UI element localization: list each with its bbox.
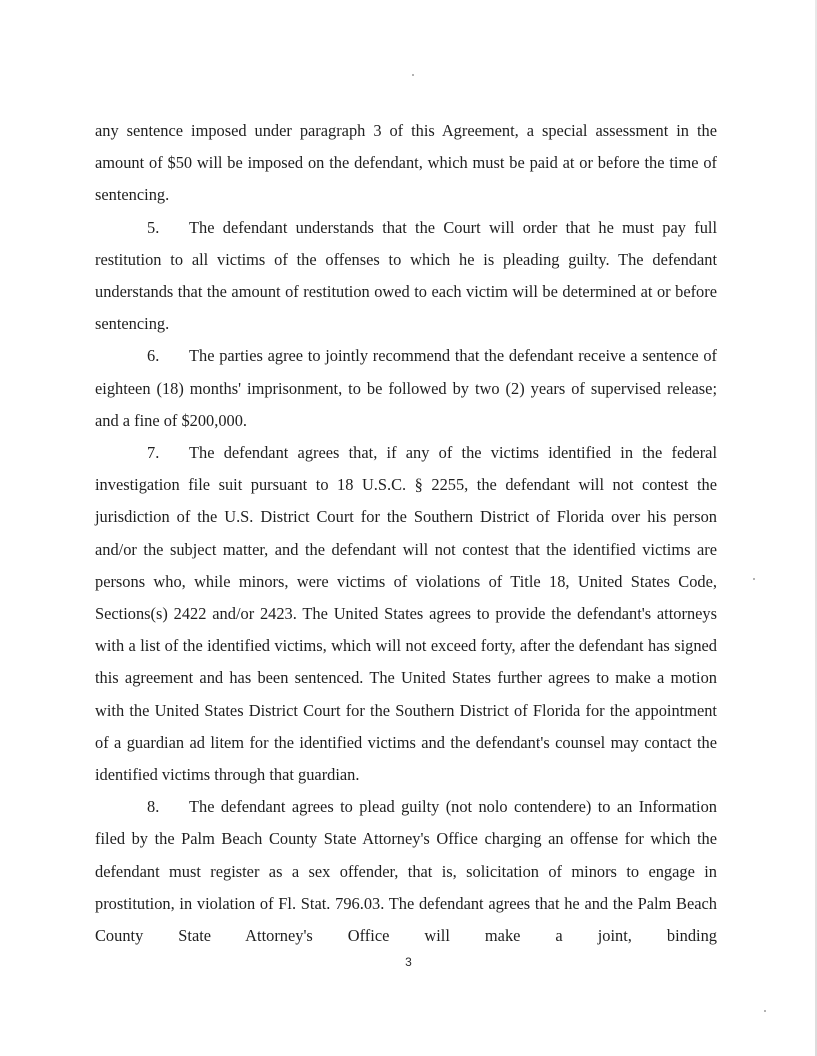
paragraph-text: any sentence imposed under paragraph 3 of this Agreement, a special assessment in the amount of $50 will be imposed on the defendant, which must be paid at or before the time of sentencing. xyxy=(95,121,717,205)
paragraph-text: The defendant agrees that, if any of the victims identified in the federal investigation file suit pursuant to 18 U.S.C. § 2255, the defendant will not contest the jurisdiction of the U.S. District Court for the Southern District of Florida over his person and/or the subject matter, and the defendant will not contest that the identified victims are persons who, while minors, were victims of violations of Title 18, United States Code, Sections(s) 2422 and/or 2423. The United States agrees to provide the defendant's attorneys with a list of the identified victims, which will not exceed forty, after the defendant has signed this agreement and has been sentenced. The United States further agrees to make a motion with the United States District Court for the Southern District of Florida for the appointment of a guardian ad litem for the identified victims and the defendant's counsel may contact the identified victims through that guardian. xyxy=(95,443,717,785)
page-number: 3 xyxy=(405,955,412,969)
paragraph-number: 6. xyxy=(147,346,160,366)
paragraph-number: 5. xyxy=(147,217,160,237)
paragraph-number: 8. xyxy=(147,797,160,817)
paragraph-number: 7. xyxy=(147,443,160,463)
paragraph-8 xyxy=(95,791,717,952)
scan-speck xyxy=(764,1010,766,1012)
paragraph-6 xyxy=(95,340,717,437)
paragraph-7 xyxy=(95,437,717,791)
paragraph-text: The parties agree to jointly recommend that the defendant receive a sentence of eighteen (18) months' imprisonment, to be followed by two (2) years of supervised release; and a fine of $200,000. xyxy=(95,346,717,430)
paragraph-5 xyxy=(95,212,717,341)
scan-speck xyxy=(753,578,755,580)
paragraph-text: The defendant understands that the Court will order that he must pay full restitution to all victims of the offenses to which he is pleading guilty. The defendant understands that the amount of restitution owed to each victim will be determined at or before sentencing. xyxy=(95,217,717,334)
paragraph-continuation xyxy=(95,115,717,212)
scan-speck xyxy=(412,74,414,76)
paragraph-text: The defendant agrees to plead guilty (not nolo contendere) to an Information filed by the Palm Beach County State Attorney's Office charging an offense for which the defendant must register as a sex offender, that is, solicitation of minors to engage in prostitution, in violation of Fl. Stat. 796.03. The defendant agrees that he and the Palm Beach County State Attorney's Office will make a joint, binding xyxy=(95,797,717,946)
document-body xyxy=(95,115,717,952)
